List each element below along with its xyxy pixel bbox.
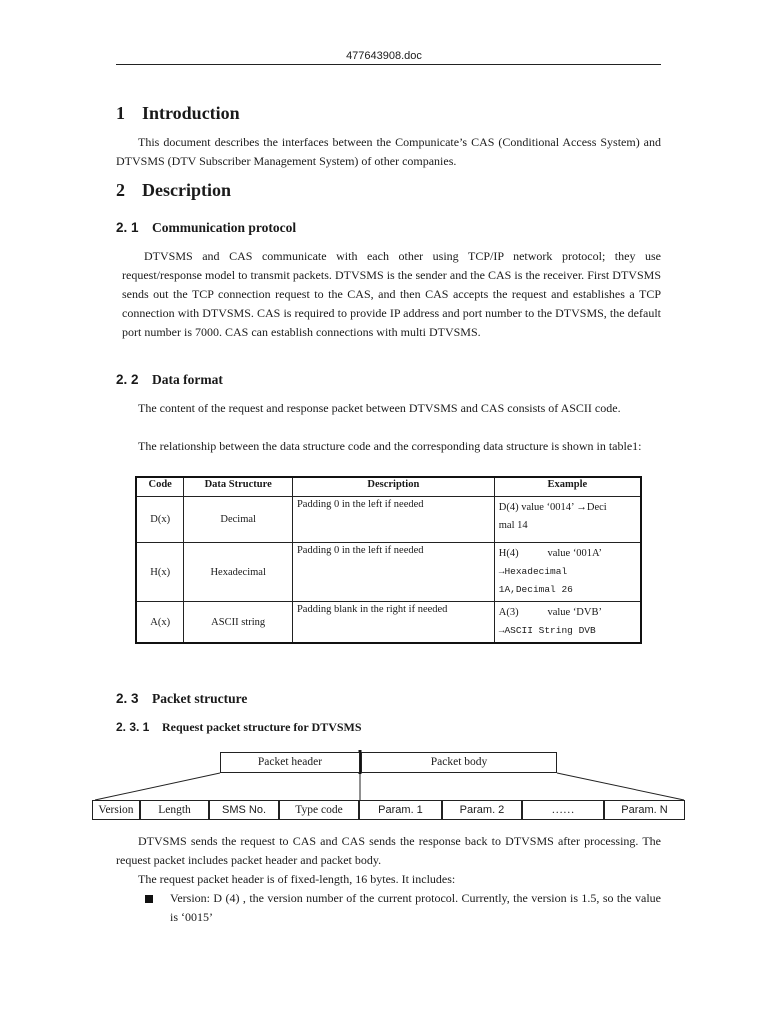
request-paragraph-2: The request packet header is of fixed-length, 16 bytes. It includes: [138,872,456,886]
bullet-square-icon [145,895,153,903]
section-number: 2. 1 [116,220,139,235]
connector-line [557,773,684,800]
field-length: Length [140,800,209,820]
example-cell [494,602,641,644]
description-cell: Padding 0 in the left if needed [292,543,494,602]
intro-paragraph: This document describes the interfaces between the Compunicate’s CAS (Conditional Access System) and DTVSMS (DTV Subscriber Management System) of other companies. [116,135,661,168]
format-paragraph-2: The relationship between the data structure code and the corresponding data structure is shown in table1: [138,439,642,453]
section-1-heading [116,103,240,124]
field-sms-no: SMS No. [209,800,279,820]
description-cell: Padding 0 in the left if needed [292,497,494,543]
field-ellipsis: …… [522,800,604,820]
version-bullet-text: Version: D (4) , the version number of the current protocol. Currently, the version is 1.5, so the value is ‘0015’ [170,891,661,924]
table-row [136,602,641,644]
section-number: 2 [116,180,125,200]
section-number: 2. 2 [116,372,139,387]
section-2-1-heading [116,220,296,236]
field-param-2: Param. 2 [442,800,522,820]
section-number: 2. 3 [116,691,139,706]
table-row [136,543,641,602]
packet-header-box: Packet header [220,752,360,773]
table-header-cell: Data Structure [184,477,293,497]
section-2-heading [116,180,231,201]
field-version: Version [92,800,140,820]
section-number: 2. 3. 1 [116,720,150,734]
code-cell: D(x) [136,497,184,543]
section-title: Data format [152,372,223,387]
request-paragraph-1: DTVSMS sends the request to CAS and CAS sends the response back to DTVSMS after processing. The request packet includes packet header and packet body. [116,834,661,867]
format-paragraph-1: The content of the request and response packet between DTVSMS and CAS consists of ASCII code. [138,401,621,415]
code-cell: H(x) [136,543,184,602]
example-line: →Hexadecimal [498,566,568,577]
table-header-row [136,477,641,497]
example-line: mal 14 [498,520,528,531]
table-row [136,497,641,543]
section-title: Communication protocol [152,220,297,235]
section-title: Description [142,180,231,200]
section-number: 1 [116,103,125,123]
field-param-1: Param. 1 [359,800,442,820]
example-line: H(4) value ‘001A’ [498,548,602,559]
table-header-cell: Code [136,477,184,497]
example-cell [494,543,641,602]
section-title: Request packet structure for DTVSMS [162,720,362,734]
table-header-cell: Example [494,477,641,497]
structure-cell: Hexadecimal [184,543,293,602]
example-line: A(3) value ‘DVB’ [498,607,602,618]
section-title: Introduction [142,103,240,123]
field-type-code: Type code [279,800,359,820]
protocol-paragraph: DTVSMS and CAS communicate with each other using TCP/IP network protocol; they use request/response model to transmit packets. DTVSMS is the sender and the CAS is the receiver. First DTVSMS sends out the TCP connection request to the CAS, and then CAS accepts the request and establishes a TCP connection with DTVSMS. CAS is required to provide IP address and port number to the DTVSMS, the default port number is 7000. CAS can establish connections with multi DTVSMS. [122,249,661,339]
section-2-3-1-heading [116,720,362,735]
data-structure-table [135,476,642,644]
description-cell: Padding blank in the right if needed [292,602,494,644]
section-2-3-heading [116,691,247,707]
section-2-2-heading [116,372,223,388]
example-line: D(4) value ‘0014’ →Deci [498,502,607,513]
field-param-n: Param. N [604,800,685,820]
structure-cell: ASCII string [184,602,293,644]
example-cell [494,497,641,543]
code-cell: A(x) [136,602,184,644]
example-line: →ASCII String DVB [498,625,596,636]
connector-line [95,773,220,800]
structure-cell: Decimal [184,497,293,543]
section-title: Packet structure [152,691,248,706]
header-rule [116,64,661,65]
example-line: 1A,Decimal 26 [498,584,573,595]
document-filename: 477643908.doc [346,50,422,62]
table-header-cell: Description [292,477,494,497]
packet-body-box: Packet body [361,752,557,773]
